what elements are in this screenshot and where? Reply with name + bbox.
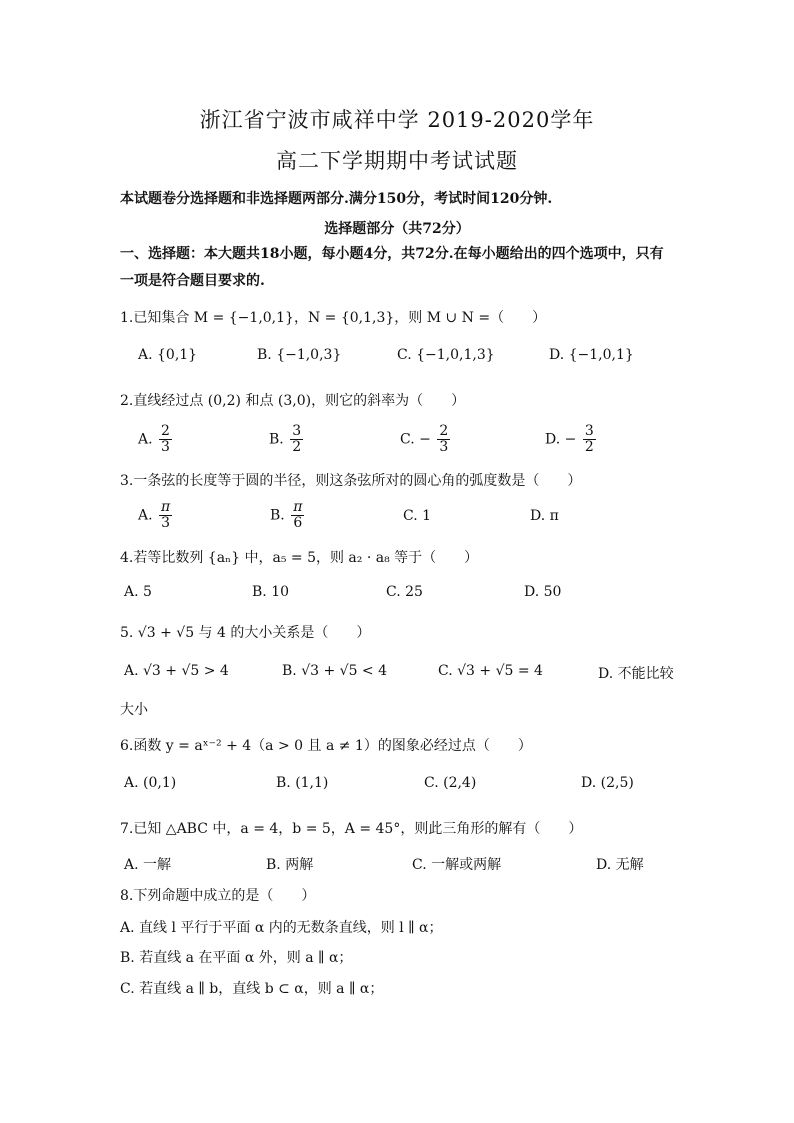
question-7-option-b: B. 两解 (266, 857, 314, 873)
question-7-option-d: D. 无解 (596, 857, 644, 873)
question-6-stem: 6.函数 y = aˣ⁻² + 4（a > 0 且 a ≠ 1）的图象必经过点（ ） (120, 738, 532, 754)
question-1-option-c: C. {−1,0,1,3} (397, 347, 495, 363)
fraction (583, 424, 596, 455)
part-header-line1: 一、选择题：本大题共18小题，每小题4分，共72分.在每小题给出的四个选项中，只有 (120, 246, 664, 262)
option-label: A. (138, 507, 153, 524)
fraction (159, 424, 172, 455)
question-4-option-b: B. 10 (252, 584, 290, 600)
section-header: 选择题部分（共72分） (324, 221, 470, 237)
question-5-options (0, 663, 794, 695)
fraction (290, 424, 303, 455)
question-3-options (0, 500, 794, 532)
question-4-options (0, 584, 794, 616)
question-2-option-b (269, 424, 303, 455)
option-sign: − (419, 431, 431, 448)
question-6-option-c: C. (2,4) (424, 775, 477, 791)
question-1-stem: 1.已知集合 M = {−1,0,1}，N = {0,1,3}，则 M ∪ N =（ ） (120, 310, 547, 326)
fraction-denominator: 6 (293, 515, 303, 531)
fraction-numerator: 3 (292, 423, 302, 439)
question-8-option-b: B. 若直线 a 在平面 α 外，则 a ∥ α； (120, 950, 353, 966)
question-6-option-d: D. (2,5) (581, 775, 634, 791)
fraction-denominator: 2 (292, 439, 302, 455)
question-8-option-c: C. 若直线 a ∥ b，直线 b ⊂ α，则 a ∥ α； (120, 981, 384, 997)
question-4-option-d: D. 50 (524, 584, 562, 600)
question-4-stem: 4.若等比数列 {aₙ} 中，a₅ = 5，则 a₂ · a₈ 等于（ ） (120, 550, 479, 566)
question-5-option-a: A. √3 + √5 > 4 (124, 663, 229, 679)
question-8-stem: 8.下列命题中成立的是（ ） (120, 888, 316, 904)
part-header-line2: 一项是符合题目要求的. (120, 273, 265, 289)
question-3-option-b (270, 500, 304, 531)
fraction-denominator: 2 (584, 439, 594, 455)
fraction (159, 500, 172, 531)
question-2-options (0, 424, 794, 456)
fraction-numerator: π (293, 499, 303, 515)
question-5-option-d-continuation: 大小 (120, 702, 148, 718)
question-4-option-c: C. 25 (386, 584, 423, 600)
question-3-option-d: D. π (530, 508, 559, 524)
question-8-option-a: A. 直线 l 平行于平面 α 内的无数条直线，则 l ∥ α； (120, 920, 443, 936)
fraction-numerator: 3 (584, 423, 594, 439)
question-7-option-a: A. 一解 (124, 857, 172, 873)
question-1-option-a: A. {0,1} (138, 347, 198, 363)
question-1-option-b: B. {−1,0,3} (257, 347, 342, 363)
question-5-stem: 5. √3 + √5 与 4 的大小关系是（ ） (120, 625, 371, 641)
question-3-option-c: C. 1 (403, 508, 432, 524)
question-3-stem: 3.一条弦的长度等于圆的半径，则这条弦所对的圆心角的弧度数是（ ） (120, 473, 582, 489)
option-sign: − (564, 431, 577, 448)
fraction-denominator: 3 (161, 515, 171, 531)
question-6-options (0, 775, 794, 807)
fraction-denominator: 3 (439, 439, 449, 455)
fraction (437, 424, 450, 455)
exam-title-line2: 高二下学期期中考试试题 (276, 149, 518, 173)
option-label: A. (138, 431, 153, 448)
question-7-stem: 7.已知 △ABC 中，a = 4，b = 5，A = 45°，则此三角形的解有（ ） (120, 821, 583, 837)
question-6-option-b: B. (1,1) (276, 775, 329, 791)
question-3-option-a (138, 500, 172, 531)
question-1-option-d: D. {−1,0,1} (549, 347, 634, 363)
fraction (291, 500, 304, 531)
option-label: D. (545, 431, 561, 448)
question-2-stem: 2.直线经过点 (0,2) 和点 (3,0)，则它的斜率为（ ） (120, 393, 466, 409)
question-7-option-c: C. 一解或两解 (412, 857, 502, 873)
question-2-option-c (400, 424, 450, 455)
question-7-options (0, 854, 794, 886)
exam-title-line1: 浙江省宁波市咸祥中学 2019-2020学年 (199, 108, 595, 132)
question-5-option-c: C. √3 + √5 = 4 (438, 663, 543, 679)
question-4-option-a: A. 5 (124, 584, 152, 600)
fraction-numerator: 2 (439, 423, 449, 439)
question-2-option-d (545, 424, 596, 455)
question-5-option-d: D. 不能比较 (598, 666, 674, 682)
option-label: B. (269, 431, 284, 448)
fraction-numerator: 2 (161, 423, 170, 439)
question-1-options (0, 347, 794, 379)
fraction-denominator: 3 (161, 439, 170, 455)
question-6-option-a: A. (0,1) (124, 775, 177, 791)
option-label: C. (400, 431, 415, 448)
fraction-numerator: π (161, 499, 171, 515)
question-2-option-a (138, 424, 172, 455)
question-5-option-b: B. √3 + √5 < 4 (282, 663, 388, 679)
option-label: B. (270, 507, 285, 524)
exam-intro: 本试题卷分选择题和非选择题两部分.满分150分，考试时间120分钟. (120, 191, 553, 207)
